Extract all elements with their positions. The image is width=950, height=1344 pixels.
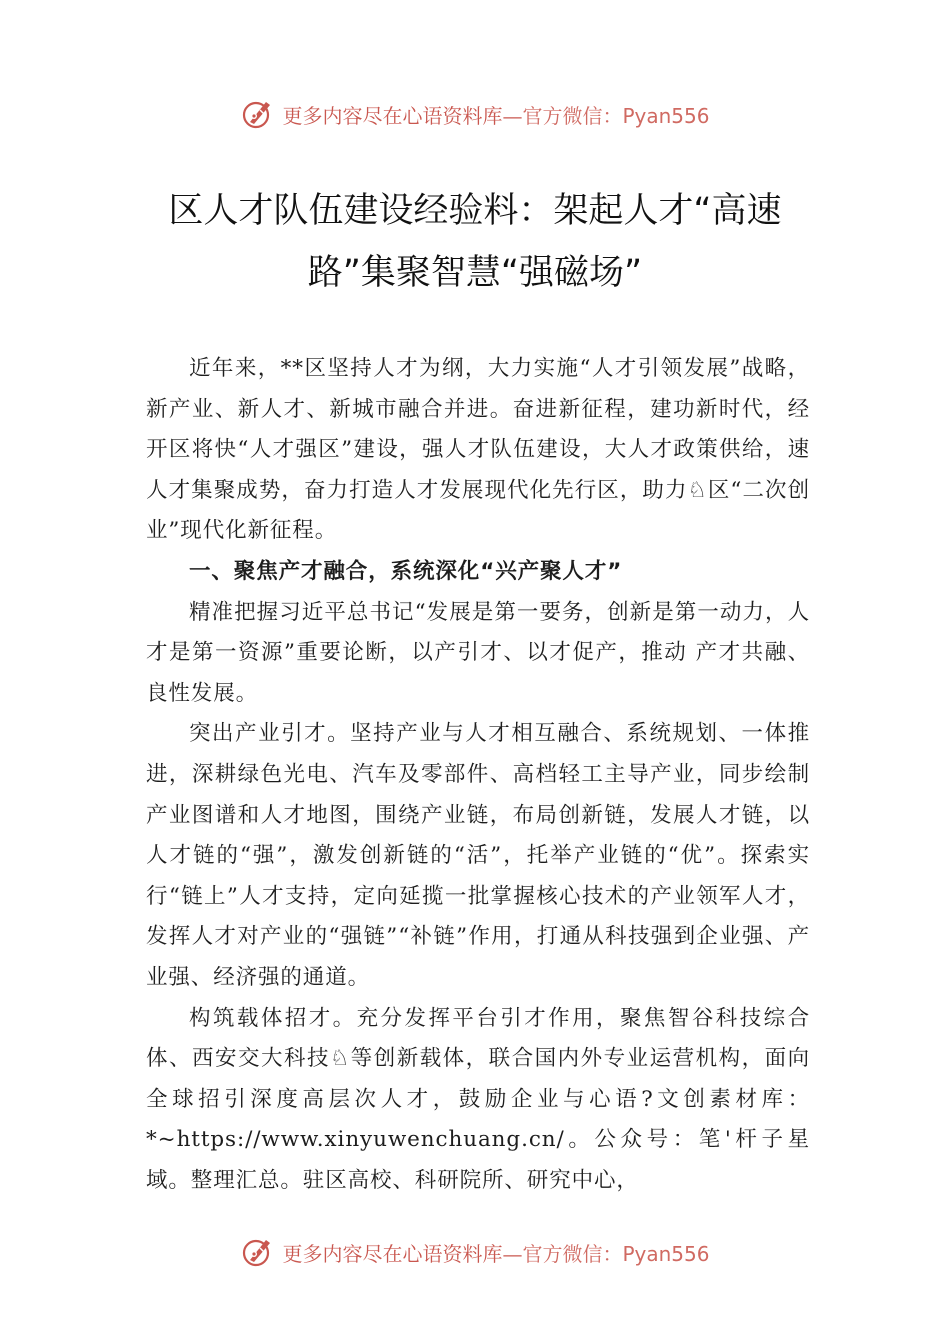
paragraph: 精准把握习近平总书记“发展是第一要务，创新是第一动力，人才是第一资源”重要论断，以产引才、以才促产，推动 产才共融、良性发展。	[146, 599, 810, 706]
footer-watermark-banner	[0, 1232, 950, 1272]
document-title	[100, 180, 850, 304]
paragraph: 构筑载体招才。充分发挥平台引才作用，聚焦智谷科技综合体、西安交大科技♘等创新载体，联合国内外专业运营机构，面向全球招引深度高层次人才，鼓励企业与心语?文创素材库：*~https://www.xinyuwenchuang.cn/。公众号：笔'杆子星域。整理汇总。驻区高校、科研院所、研究中心，	[146, 1005, 810, 1193]
header-watermark-banner	[0, 94, 950, 134]
watermark-text: 更多内容尽在心语资料库—官方微信：Pyan556	[282, 1241, 710, 1266]
watermark-text: 更多内容尽在心语资料库—官方微信：Pyan556	[282, 103, 710, 128]
section-heading-1: 一、聚焦产才融合，系统深化“兴产聚人才”	[189, 558, 623, 584]
title-line-2: 路”集聚智慧“强磁场”	[307, 253, 643, 293]
paragraph-intro: 近年来，**区坚持人才为纲，大力实施“人才引领发展”战略，新产业、新人才、新城市融合并进。奋进新征程，建功新时代，经开区将快“人才强区”建设，强人才队伍建设，大人才政策供给，速人才集聚成势，奋力打造人才发展现代化先行区，助力♘区“二次创业”现代化新征程。	[146, 356, 810, 544]
document-body	[146, 349, 810, 1201]
title-line-1: 区人才队伍建设经验料：架起人才“高速	[168, 191, 782, 231]
paragraph: 突出产业引才。坚持产业与人才相互融合、系统规划、一体推进，深耕绿色光电、汽车及零部件、高档轻工主导产业，同步绘制产业图谱和人才地图，围绕产业链，布局创新链，发展人才链，以人才链的“强”，激发创新链的“活”，托举产业链的“优”。探索实行“链上”人才支持，定向延揽一批掌握核心技术的产业领军人才，发挥人才对产业的“强链”“补链”作用，打通从科技强到企业强、产业强、经济强的通道。	[146, 721, 810, 990]
quill-logo-icon	[240, 1234, 276, 1270]
quill-logo-icon	[240, 96, 276, 132]
